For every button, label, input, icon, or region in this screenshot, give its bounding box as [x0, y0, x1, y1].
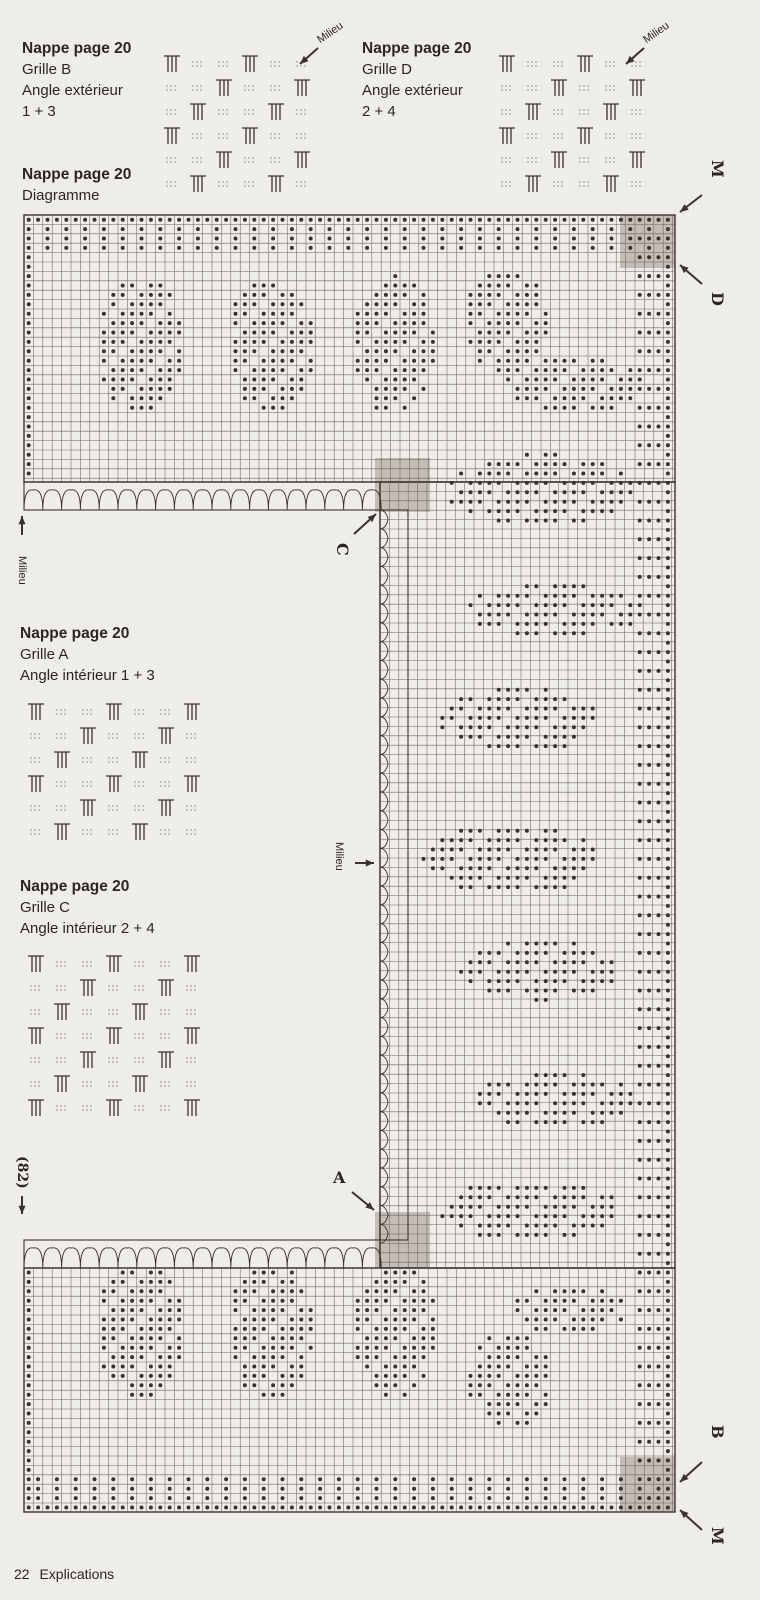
- mini-grid-a-stitches: [28, 704, 200, 840]
- grille-d-angle: Angle extérieur: [362, 82, 463, 99]
- grille-a-angle: Angle intérieur 1 + 3: [20, 667, 155, 684]
- grid-top-arm: [24, 215, 675, 482]
- grille-a-name: Grille A: [20, 646, 69, 663]
- grille-b-name: Grille B: [22, 61, 72, 78]
- filled-blocks: [27, 218, 670, 1510]
- shaded-corner-0: [620, 215, 675, 268]
- diagramme-title: Nappe page 20: [22, 166, 132, 183]
- mini-grid-b-light: [166, 62, 306, 186]
- grid-vertical-arm: [380, 482, 675, 1268]
- block-dots: [27, 218, 670, 1510]
- marker-a: A: [333, 1168, 346, 1187]
- shaded-corners: [375, 215, 675, 1512]
- arrow-row-82-head: [18, 1206, 25, 1214]
- arrow-milieu-center-head: [366, 859, 374, 866]
- grid-vertical-arm-lines: [380, 482, 675, 1268]
- grille-d-rows: 2 + 4: [362, 103, 396, 120]
- grille-b-rows: 1 + 3: [22, 103, 56, 120]
- mini-grid-d-stitches: [499, 56, 645, 192]
- page-footer: [14, 1566, 114, 1582]
- pointer-arrows: [18, 48, 702, 1530]
- grille-d-title: Nappe page 20: [362, 40, 472, 57]
- edge-top-arm-picots: [24, 490, 381, 510]
- mini-grid-c-light: [30, 962, 196, 1110]
- grille-b-angle: Angle extérieur: [22, 82, 123, 99]
- milieu-marker-center: Milieu: [333, 842, 345, 871]
- mini-grid-b-stitches: [164, 56, 310, 192]
- mini-grid-c-stitches: [28, 956, 200, 1116]
- chart-grid: [24, 215, 675, 1512]
- marker-c: C: [333, 543, 352, 556]
- grille-a-title: Nappe page 20: [20, 625, 130, 642]
- milieu-marker-d: Milieu: [641, 19, 672, 46]
- arrow-milieu-left-head: [18, 516, 25, 524]
- section-title: Explications: [39, 1566, 115, 1582]
- row-82-marker: (82): [14, 1156, 30, 1189]
- diagramme-name: Diagramme: [22, 187, 100, 204]
- marker-b: B: [708, 1425, 727, 1439]
- grid-top-arm-lines: [24, 215, 675, 482]
- marker-d: D: [708, 292, 727, 306]
- edge-bottom-arm-picots: [24, 1248, 381, 1268]
- marker-m-top: M: [708, 160, 727, 178]
- edging-arches: [24, 482, 408, 1268]
- milieu-marker-b: Milieu: [315, 19, 346, 46]
- mini-grid-d-light: [501, 62, 641, 186]
- page-number: 22: [14, 1566, 30, 1582]
- grille-c-angle: Angle intérieur 2 + 4: [20, 920, 155, 937]
- shaded-corner-1: [375, 458, 430, 512]
- grille-c-name: Grille C: [20, 899, 71, 916]
- milieu-marker-left: Milieu: [16, 556, 28, 585]
- grille-c-title: Nappe page 20: [20, 878, 130, 895]
- marker-m-bottom: M: [708, 1527, 727, 1545]
- grille-d-name: Grille D: [362, 61, 413, 78]
- grille-b-title: Nappe page 20: [22, 40, 132, 57]
- grid-bottom-arm-lines: [24, 1268, 675, 1512]
